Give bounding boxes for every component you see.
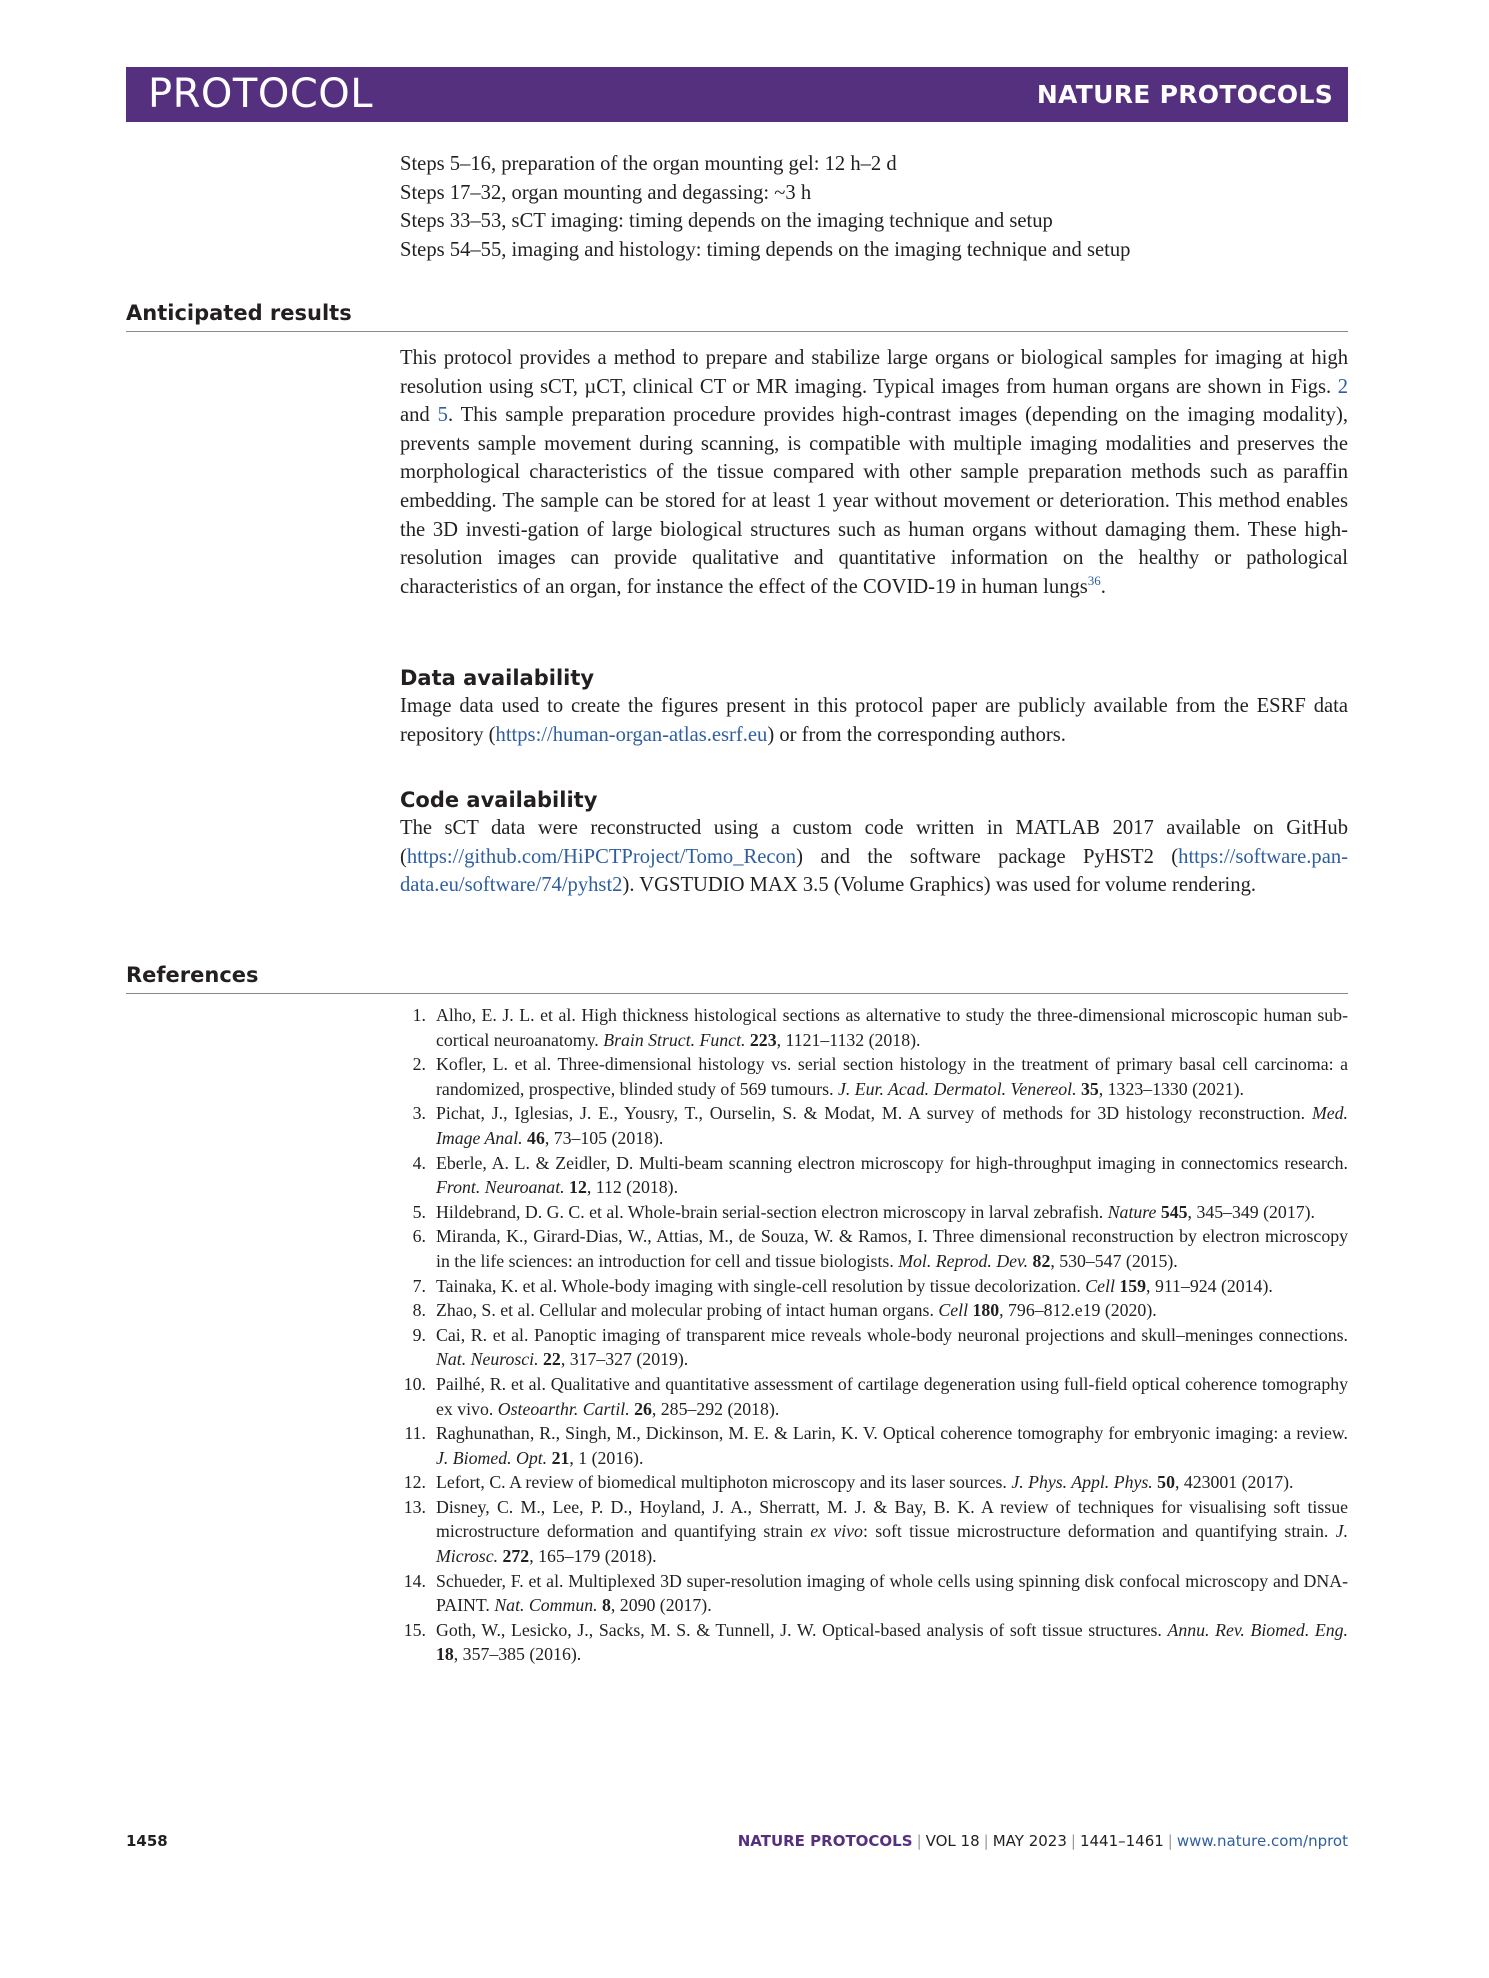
- reference-volume: 50: [1157, 1472, 1175, 1493]
- reference-volume: 22: [543, 1349, 561, 1370]
- code-availability-paragraph: [400, 814, 1348, 900]
- figure-link[interactable]: 2: [1337, 375, 1348, 398]
- timing-line: Steps 33–53, sCT imaging: timing depends on the imaging technique and setup: [400, 210, 1053, 233]
- github-link[interactable]: https://github.com/HiPCTProject/Tomo_Recon: [406, 845, 797, 868]
- footer-separator: |: [1070, 1832, 1076, 1850]
- data-availability-paragraph: [400, 692, 1348, 749]
- reference-journal: Nature: [1107, 1201, 1157, 1222]
- paragraph-text: This protocol provides a method to prepare and stabilize large organs or biological samples for imaging at high resolution using sCT, µCT, clinical CT or MR imaging. Typical images from human organs are shown in Figs.: [400, 347, 1348, 398]
- timing-line: Steps 17–32, organ mounting and degassing: ~3 h: [400, 181, 812, 204]
- reference-number: 12.: [403, 1472, 426, 1493]
- reference-journal: Med. Image Anal.: [436, 1103, 1348, 1148]
- reference-item: [400, 1618, 1348, 1667]
- reference-journal: Annu. Rev. Biomed. Eng.: [1167, 1619, 1348, 1640]
- reference-text: Goth, W., Lesicko, J., Sacks, M. S. & Tunnell, J. W. Optical-based analysis of soft tissue structures.: [436, 1619, 1162, 1640]
- reference-item: [400, 1569, 1348, 1618]
- reference-pages: , 73–105 (2018).: [544, 1127, 664, 1148]
- reference-pages: , 345–349 (2017).: [1187, 1201, 1315, 1222]
- reference-volume: 272: [502, 1546, 530, 1567]
- paragraph-text: .: [1100, 575, 1106, 598]
- reference-item: [400, 1372, 1348, 1421]
- reference-item: [400, 1274, 1348, 1299]
- data-availability-heading: Data availability: [400, 666, 595, 690]
- reference-number: 8.: [412, 1300, 426, 1321]
- footer-volume: VOL 18: [925, 1832, 980, 1850]
- reference-text: Zhao, S. et al. Cellular and molecular probing of intact human organs.: [436, 1300, 934, 1321]
- reference-journal: Brain Struct. Funct.: [603, 1029, 746, 1050]
- paragraph-text: ) or from the corresponding authors.: [767, 723, 1066, 746]
- repository-link[interactable]: https://human-organ-atlas.esrf.eu: [495, 723, 768, 746]
- reference-number: 11.: [404, 1423, 426, 1444]
- reference-number: 6.: [412, 1226, 426, 1247]
- footer-citation: [738, 1832, 1348, 1850]
- reference-number: 10.: [403, 1373, 426, 1394]
- reference-text: Tainaka, K. et al. Whole-body imaging with single-cell resolution by tissue decolorization.: [436, 1275, 1081, 1296]
- timing-line: Steps 5–16, preparation of the organ mounting gel: 12 h–2 d: [400, 153, 897, 175]
- reference-item: [400, 1151, 1348, 1200]
- reference-text: Lefort, C. A review of biomedical multiphoton microscopy and its laser sources.: [436, 1472, 1007, 1493]
- reference-pages: , 317–327 (2019).: [560, 1349, 689, 1370]
- reference-volume: 8: [602, 1595, 611, 1616]
- reference-item: [400, 1323, 1348, 1372]
- figure-link[interactable]: 5: [437, 404, 448, 427]
- reference-volume: 26: [634, 1398, 652, 1419]
- reference-volume: 18: [436, 1644, 454, 1665]
- paragraph-text: and: [400, 404, 438, 427]
- reference-text: Pailhé, R. et al. Qualitative and quantitative assessment of cartilage degeneration using full-field optical coherence tomography ex vivo.: [436, 1373, 1348, 1419]
- reference-volume: 35: [1080, 1078, 1099, 1099]
- header-banner: [126, 67, 1348, 122]
- reference-volume: 159: [1119, 1275, 1147, 1296]
- reference-number: 4.: [412, 1152, 426, 1173]
- reference-journal: J. Microsc.: [436, 1521, 1349, 1567]
- reference-pages: , 285–292 (2018).: [651, 1398, 780, 1419]
- footer-separator: |: [983, 1832, 989, 1850]
- reference-item: [400, 1200, 1348, 1225]
- reference-journal: Osteoarthr. Cartil.: [497, 1398, 630, 1419]
- reference-volume: 82: [1032, 1250, 1051, 1271]
- citation-link[interactable]: 36: [1087, 572, 1101, 588]
- reference-journal: Nat. Neurosci.: [436, 1349, 539, 1370]
- reference-item: [400, 1224, 1348, 1273]
- reference-text: Hildebrand, D. G. C. et al. Whole-brain serial-section electron microscopy in larval zebrafish.: [436, 1201, 1104, 1222]
- anticipated-results-paragraph: [400, 344, 1348, 601]
- reference-text: Disney, C. M., Lee, P. D., Hoyland, J. A., Sherratt, M. J. & Bay, B. K. A review of techniques for visualising soft tissue microstructure deformation and quantifying strain: [436, 1496, 1348, 1542]
- footer-date: MAY 2023: [992, 1832, 1067, 1850]
- reference-text: : soft tissue microstructure deformation and quantifying strain.: [862, 1521, 1329, 1542]
- reference-journal: Cell: [1085, 1275, 1115, 1296]
- reference-journal: J. Phys. Appl. Phys.: [1011, 1472, 1153, 1493]
- reference-volume: 46: [527, 1127, 545, 1148]
- reference-text: Alho, E. J. L. et al. High thickness histological sections as alternative to study the three-dimensional microscopic human sub-cortical neuroanatomy.: [436, 1005, 1348, 1050]
- code-availability-heading: Code availability: [400, 788, 598, 812]
- references-heading: References: [126, 962, 1348, 994]
- reference-number: 15.: [403, 1619, 426, 1640]
- reference-pages: , 530–547 (2015).: [1050, 1250, 1178, 1271]
- reference-text: Eberle, A. L. & Zeidler, D. Multi-beam scanning electron microscopy for high-throughput imaging in connectomics research.: [436, 1152, 1348, 1173]
- reference-pages: , 112 (2018).: [586, 1177, 679, 1198]
- reference-journal: Cell: [938, 1300, 969, 1321]
- reference-pages: , 165–179 (2018).: [529, 1546, 657, 1567]
- reference-pages: , 796–812.e19 (2020).: [999, 1300, 1157, 1321]
- paragraph-text: ) and the software package PyHST2 (: [796, 845, 1179, 868]
- reference-number: 2.: [412, 1054, 426, 1075]
- footer-separator: |: [916, 1832, 922, 1850]
- reference-volume: 12: [569, 1177, 587, 1198]
- reference-volume: 223: [749, 1029, 777, 1050]
- reference-number: 5.: [412, 1201, 426, 1222]
- reference-text: Kofler, L. et al. Three-dimensional histology vs. serial section histology in the treatment of primary basal cell carcinoma: a randomized, prospective, blinded study of 569 tumours.: [436, 1054, 1348, 1099]
- paragraph-text: Image data used to create the figures present in this protocol paper are publicly available from the ESRF data repository (: [400, 695, 1348, 746]
- reference-pages: , 357–385 (2016).: [453, 1644, 582, 1665]
- footer-journal: NATURE PROTOCOLS: [737, 1832, 913, 1850]
- reference-pages: , 1323–1330 (2021).: [1098, 1078, 1244, 1099]
- reference-text: Miranda, K., Girard-Dias, W., Attias, M., de Souza, W. & Ramos, I. Three dimensional reconstruction by electron microscopy in the life sciences: an introduction for cell and tissue biologists.: [436, 1226, 1348, 1271]
- reference-number: 14.: [403, 1570, 426, 1591]
- reference-text: Raghunathan, R., Singh, M., Dickinson, M. E. & Larin, K. V. Optical coherence tomography for embryonic imaging: a review.: [436, 1423, 1348, 1444]
- paragraph-text: ). VGSTUDIO MAX 3.5 (Volume Graphics) was used for volume rendering.: [622, 874, 1257, 897]
- reference-journal: J. Eur. Acad. Dermatol. Venereol.: [838, 1078, 1077, 1099]
- reference-volume: 21: [551, 1447, 570, 1468]
- reference-number: 1.: [412, 1005, 426, 1025]
- reference-number: 3.: [412, 1103, 426, 1124]
- reference-list: [400, 1003, 1348, 1667]
- reference-emphasis: ex vivo: [810, 1521, 863, 1542]
- reference-journal: Mol. Reprod. Dev.: [898, 1250, 1029, 1271]
- reference-number: 7.: [412, 1275, 426, 1296]
- paragraph-text: . This sample preparation procedure provides high-contrast images (depending on the imaging modality), prevents sample movement during scanning, is compatible with multiple imaging modalities and preserves the morphological characteristics of the tissue compared with other sample preparation methods such as paraffin embedding. The sample can be stored for at least 1 year without movement or deterioration. This method enables the 3D investi-gation of large biological structures such as human organs without damaging them. These high-resolution images can provide qualitative and quantitative information on the healthy or pathological characteristics of an organ, for instance the effect of the COVID-19 in human lungs: [400, 404, 1348, 598]
- reference-journal: Nat. Commun.: [494, 1595, 598, 1616]
- paragraph-text: The sCT data were reconstructed using a custom code written in MATLAB 2017 available on GitHub (: [400, 817, 1348, 868]
- reference-text: Pichat, J., Iglesias, J. E., Yousry, T., Ourselin, S. & Modat, M. A survey of methods for 3D histology reconstruction.: [436, 1103, 1306, 1124]
- reference-journal: J. Biomed. Opt.: [436, 1447, 548, 1468]
- reference-item: [400, 1495, 1348, 1569]
- reference-item: [400, 1298, 1348, 1323]
- reference-text: Schueder, F. et al. Multiplexed 3D super-resolution imaging of whole cells using spinning disk confocal microscopy and DNA-PAINT.: [436, 1570, 1348, 1616]
- footer-separator: |: [1167, 1832, 1173, 1850]
- section-label: PROTOCOL: [148, 71, 374, 117]
- reference-pages: , 2090 (2017).: [610, 1595, 712, 1616]
- reference-item: [400, 1421, 1348, 1470]
- timing-line: Steps 54–55, imaging and histology: timing depends on the imaging technique and setup: [400, 238, 1131, 261]
- reference-pages: , 423001 (2017).: [1174, 1472, 1294, 1493]
- footer-url-link[interactable]: www.nature.com/nprot: [1176, 1832, 1348, 1850]
- software-link[interactable]: https://software.pan-data.eu/software/74/pyhst2: [400, 845, 1348, 897]
- anticipated-results-heading: Anticipated results: [126, 300, 1348, 332]
- reference-volume: 180: [972, 1300, 1000, 1321]
- reference-pages: , 1 (2016).: [569, 1447, 644, 1468]
- reference-item: [400, 1052, 1348, 1101]
- reference-volume: 545: [1160, 1201, 1188, 1222]
- reference-number: 9.: [412, 1324, 426, 1345]
- timing-list: [400, 150, 1348, 264]
- reference-item: [400, 1101, 1348, 1150]
- reference-item: [400, 1470, 1348, 1495]
- reference-text: Cai, R. et al. Panoptic imaging of transparent mice reveals whole-body neuronal projections and skull–meninges connections.: [436, 1324, 1348, 1345]
- reference-number: 13.: [403, 1496, 426, 1517]
- reference-journal: Front. Neuroanat.: [436, 1177, 565, 1198]
- reference-item: [400, 1003, 1348, 1052]
- footer-pages: 1441–1461: [1079, 1832, 1164, 1850]
- page-number: 1458: [126, 1832, 168, 1850]
- reference-pages: , 911–924 (2014).: [1146, 1275, 1273, 1296]
- journal-name: NATURE PROTOCOLS: [1036, 80, 1333, 109]
- reference-pages: , 1121–1132 (2018).: [776, 1029, 921, 1050]
